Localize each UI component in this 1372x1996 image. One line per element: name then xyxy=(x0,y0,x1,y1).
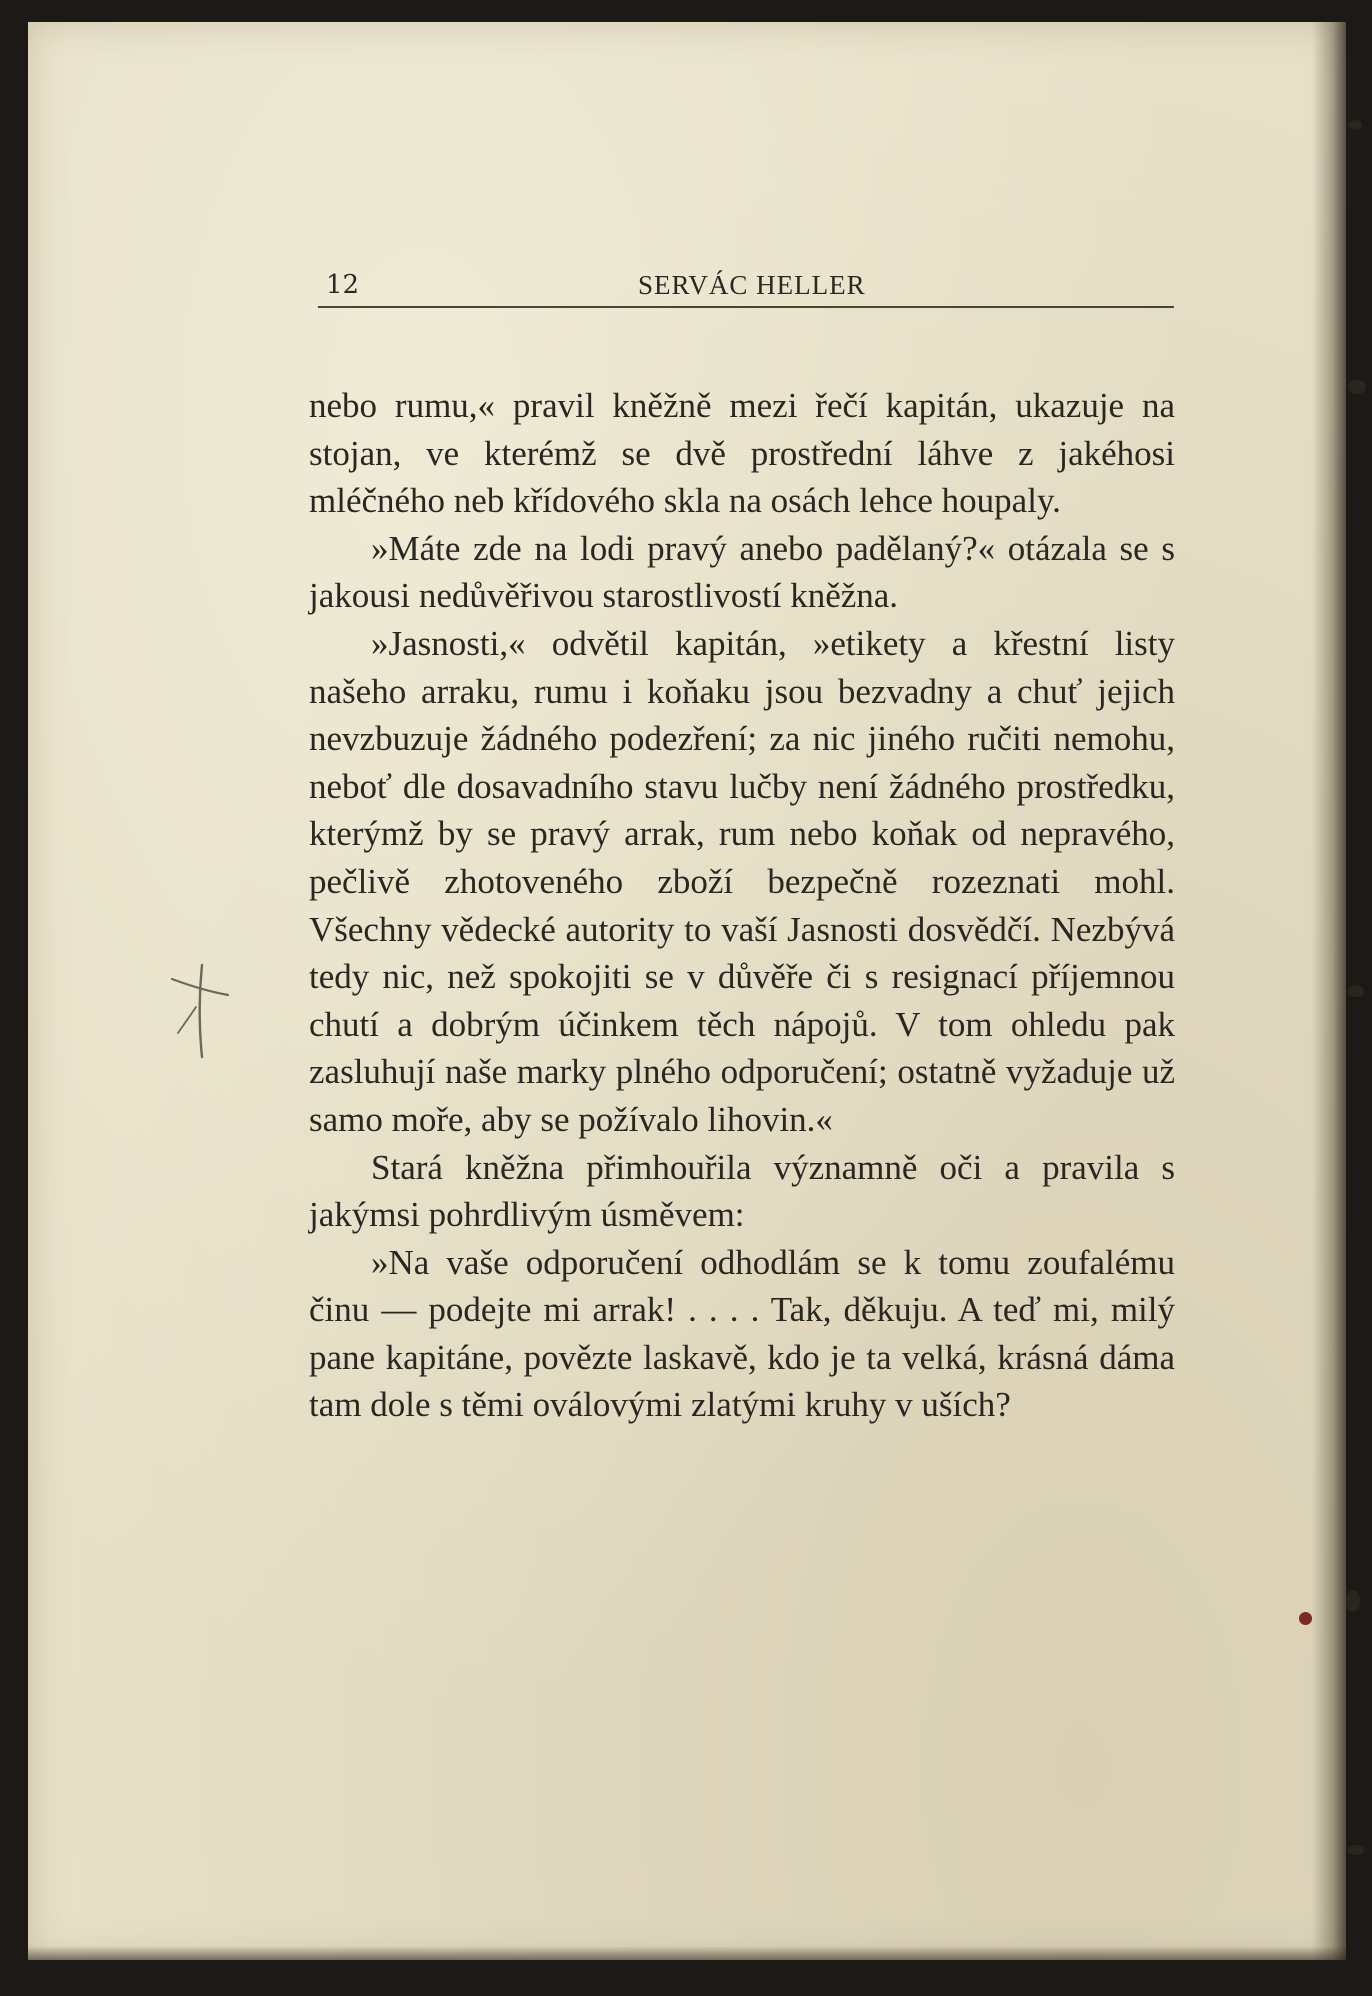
pencil-cross-mark-icon xyxy=(158,957,238,1067)
margin-ink-spot xyxy=(1348,120,1362,130)
paragraph-5: »Na vaše odporučení odhodlám se k tomu zoufalému činu — podejte mi arrak! . . . . Tak, děkuju. A teď mi, milý pane kapitáne, povězte laskavě, kdo je ta velká, krásná dáma tam dole s těmi oválovými zlatými kruhy v uších? xyxy=(309,1242,1175,1425)
running-title: SERVÁC HELLER xyxy=(638,270,866,300)
page-bottom-edge xyxy=(28,1946,1346,1960)
margin-ink-spot xyxy=(1346,1590,1360,1612)
page-gutter-shadow xyxy=(1312,22,1346,1960)
paragraph-2: »Máte zde na lodi pravý anebo padělaný?« otázala se s jakousi nedůvěřivou starostlivostí kněžna. xyxy=(309,528,1175,616)
margin-ink-spot xyxy=(1299,1612,1312,1625)
page-number: 12 xyxy=(326,270,360,300)
paragraph-3: »Jasnosti,« odvětil kapitán, »etikety a křestní listy našeho arraku, rumu i koňaku jsou bezvadny a chuť jejich nevzbuzuje žádného podezření; za nic jiného ručiti nemohu, neboť dle dosavadního stavu lučby není žádného prostředku, kterýmž by se pravý arrak, rum nebo koňak od nepravého, pečlivě zhotoveného zboží bezpečně rozeznati mohl. Všechny vědecké autority to vaší Jasnosti dosvědčí. Nezbývá tedy nic, než spokojiti se v důvěře či s resignací příjemnou chutí a dobrým účinkem těch nápojů. V tom ohledu pak zasluhují naše marky plného odporučení; ostatně vyžaduje už samo moře, aby se požívalo lihovin.« xyxy=(309,623,1175,1139)
running-header xyxy=(318,266,1174,308)
margin-ink-spot xyxy=(1348,985,1364,997)
margin-ink-spot xyxy=(1348,1845,1364,1855)
paragraph-4: Stará kněžna přimhouřila významně oči a pravila s jakýmsi pohrdlivým úsměvem: xyxy=(309,1147,1175,1235)
book-page xyxy=(28,22,1346,1960)
margin-ink-spot xyxy=(1348,380,1366,394)
paragraph-1: nebo rumu,« pravil kněžně mezi řečí kapitán, ukazuje na stojan, ve kterémž se dvě prostřední láhve z jakéhosi mléčného neb křídového skla na osách lehce houpaly. xyxy=(309,386,1175,521)
page-body-text xyxy=(309,382,1175,1429)
